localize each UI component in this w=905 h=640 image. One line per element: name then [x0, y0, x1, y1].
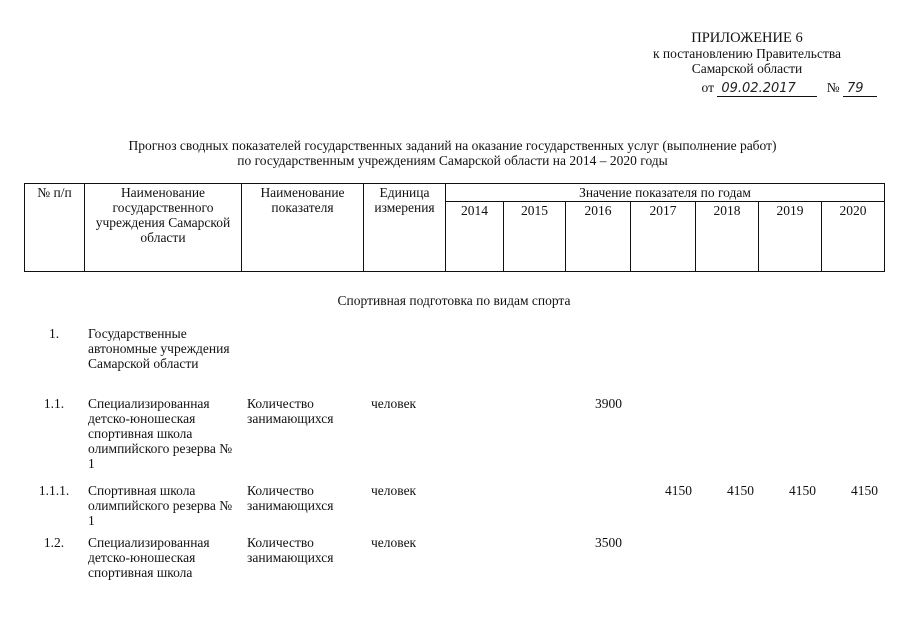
annex-block — [617, 31, 877, 76]
row-value-2020: 4150 — [851, 483, 878, 498]
handwritten-number: 79 — [843, 82, 877, 97]
row-institution: Специализированная детско-юношеская спортивная школа — [88, 535, 210, 580]
row-number: 1.1. — [43, 396, 65, 411]
row-unit: человек — [371, 535, 417, 550]
from-label: от — [701, 80, 714, 95]
header-year: 2014 — [446, 202, 504, 272]
handwritten-date: 09.02.2017 — [717, 82, 817, 97]
row-value-2019: 4150 — [789, 483, 816, 498]
annex-line-1: к постановлению Правительства — [652, 46, 842, 61]
row-number: 1.1.1. — [38, 483, 70, 498]
annex-date-line — [702, 80, 878, 97]
header-year: 2016 — [566, 202, 631, 272]
header-col-number: № п/п — [25, 184, 85, 272]
header-year: 2018 — [696, 202, 759, 272]
row-indicator: Количество занимающихся — [247, 535, 334, 565]
header-year: 2015 — [504, 202, 566, 272]
header-col-values: Значение показателя по годам — [446, 184, 885, 202]
section-title: Спортивная подготовка по видам спорта — [337, 293, 571, 308]
document-title-line-1: Прогноз сводных показателей государственных заданий на оказание государственных услуг (выполнение работ) — [128, 138, 777, 153]
row-value-2018: 4150 — [727, 483, 754, 498]
row-number: 1. — [48, 326, 60, 341]
header-col-institution: Наименование государственного учреждения Самарской области — [85, 184, 242, 272]
annex-title: ПРИЛОЖЕНИЕ 6 — [691, 30, 803, 46]
row-unit: человек — [371, 483, 417, 498]
row-number: 1.2. — [43, 535, 65, 550]
document-title-line-2: по государственным учреждениям Самарской области на 2014 – 2020 годы — [237, 153, 668, 168]
row-indicator: Количество занимающихся — [247, 396, 334, 426]
row-value-2017: 4150 — [665, 483, 692, 498]
row-institution: Спортивная школа олимпийского резерва № 1 — [88, 483, 233, 528]
row-value-2016: 3900 — [595, 396, 622, 411]
row-indicator: Количество занимающихся — [247, 483, 334, 513]
header-year: 2020 — [822, 202, 885, 272]
header-year: 2019 — [759, 202, 822, 272]
number-label: № — [826, 80, 840, 95]
row-unit: человек — [371, 396, 417, 411]
row-institution: Специализированная детско-юношеская спортивная школа олимпийского резерва № 1 — [88, 396, 233, 471]
header-table — [24, 183, 885, 272]
document-title — [40, 138, 865, 168]
row-value-2016: 3500 — [595, 535, 622, 550]
annex-line-2: Самарской области — [691, 61, 803, 76]
row-institution: Государственные автономные учреждения Самарской области — [88, 326, 230, 371]
header-year: 2017 — [631, 202, 696, 272]
header-col-indicator: Наименование показателя — [242, 184, 364, 272]
header-col-unit: Единица измерения — [364, 184, 446, 272]
